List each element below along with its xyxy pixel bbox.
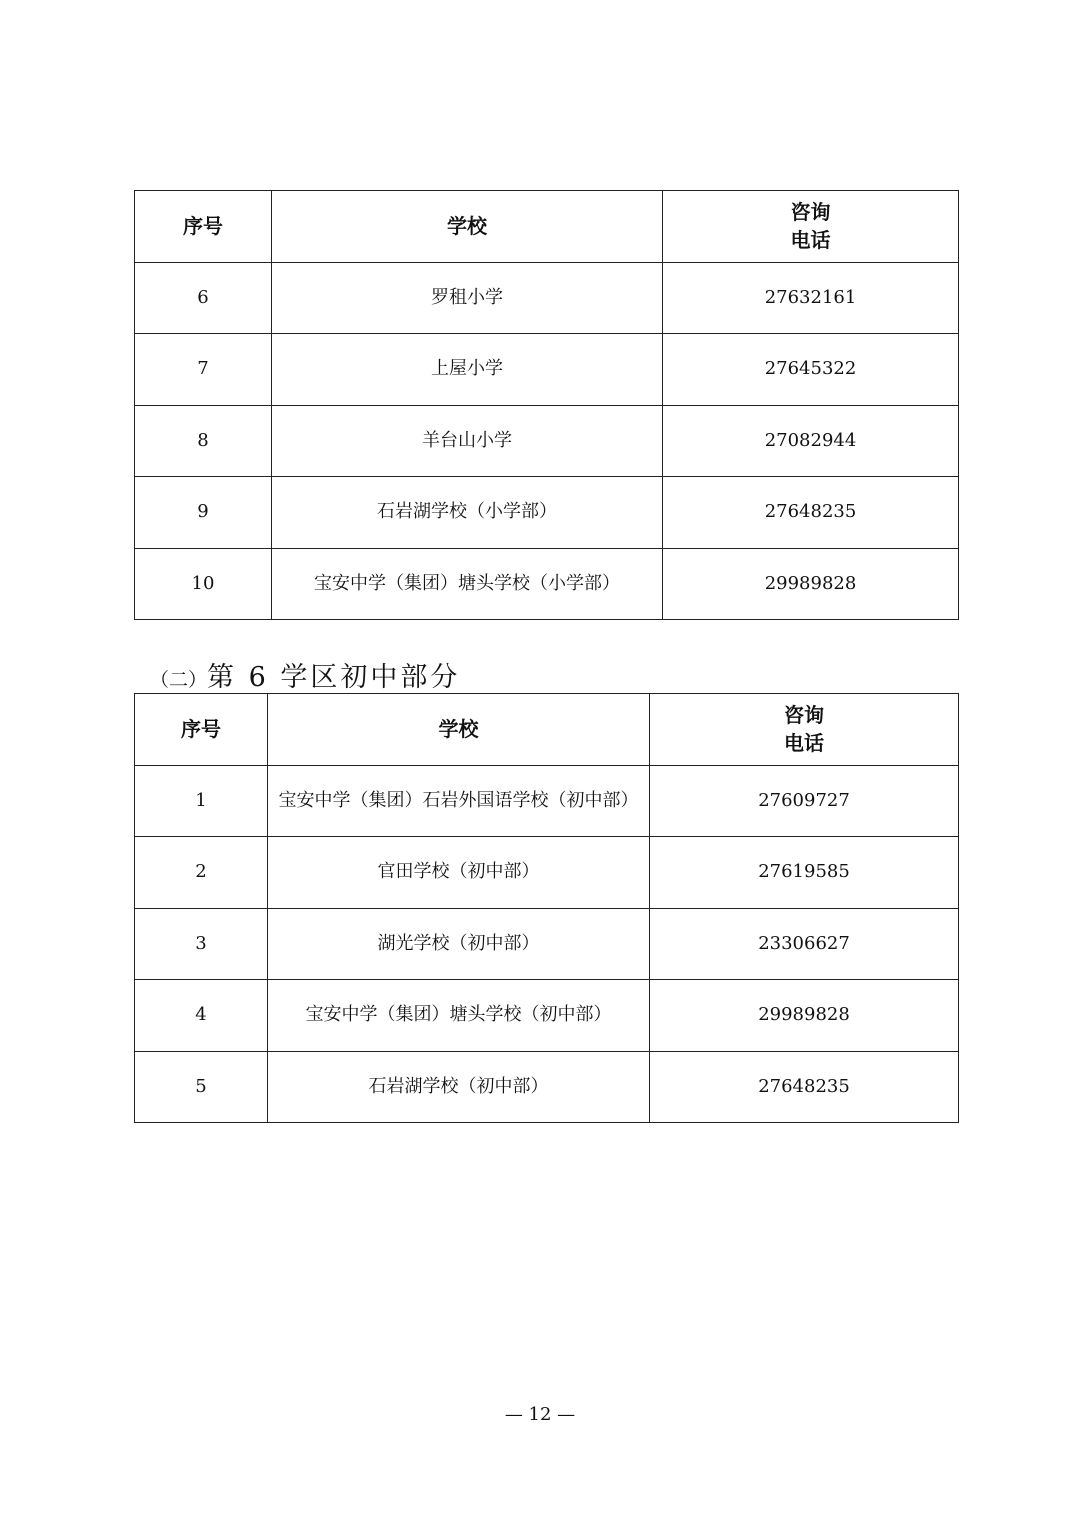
row-phone: 27619585 [650,837,959,909]
header-school: 学校 [268,694,650,766]
page-number: — 12 — [504,1404,576,1425]
row-index: 9 [135,477,272,549]
header-index: 序号 [135,191,272,263]
table-row [135,765,959,837]
header-phone [663,191,959,263]
row-school: 官田学校（初中部） [268,837,650,909]
table-row [135,908,959,980]
header-phone-line2: 电话 [790,228,831,253]
table-row [135,334,959,406]
header-phone-line2: 电话 [784,731,824,756]
row-index: 1 [135,765,268,837]
row-school: 上屋小学 [272,334,663,406]
row-phone: 29989828 [650,980,959,1052]
row-phone: 27082944 [663,405,959,477]
section-heading [150,655,460,694]
row-index: 5 [135,1051,268,1123]
table-row [135,477,959,549]
row-phone: 27648235 [663,477,959,549]
table-header-row [135,191,959,263]
middle-school-table [134,693,959,1123]
row-school: 罗租小学 [272,262,663,334]
row-index: 3 [135,908,268,980]
row-phone: 27609727 [650,765,959,837]
row-phone: 27648235 [650,1051,959,1123]
table-row [135,405,959,477]
row-index: 7 [135,334,272,406]
table-header-row [135,694,959,766]
row-phone: 27645322 [663,334,959,406]
header-phone [650,694,959,766]
row-index: 2 [135,837,268,909]
header-phone-line1: 咨询 [784,703,824,728]
row-index: 10 [135,548,272,620]
row-phone: 27632161 [663,262,959,334]
row-school: 宝安中学（集团）塘头学校（小学部） [272,548,663,620]
row-school: 湖光学校（初中部） [268,908,650,980]
table-row [135,262,959,334]
row-school: 宝安中学（集团）塘头学校（初中部） [268,980,650,1052]
table-row [135,1051,959,1123]
primary-school-table [134,190,959,620]
section-heading-title: 第 6 学区初中部分 [207,662,461,693]
row-phone: 29989828 [663,548,959,620]
row-school: 宝安中学（集团）石岩外国语学校（初中部） [268,765,650,837]
table-row [135,548,959,620]
table-row [135,980,959,1052]
table-row [135,837,959,909]
header-school: 学校 [272,191,663,263]
section-heading-prefix: （二） [150,669,208,691]
row-index: 4 [135,980,268,1052]
row-school: 石岩湖学校（初中部） [268,1051,650,1123]
row-index: 8 [135,405,272,477]
header-index: 序号 [135,694,268,766]
row-school: 羊台山小学 [272,405,663,477]
header-phone-line1: 咨询 [790,200,831,225]
row-phone: 23306627 [650,908,959,980]
row-school: 石岩湖学校（小学部） [272,477,663,549]
row-index: 6 [135,262,272,334]
